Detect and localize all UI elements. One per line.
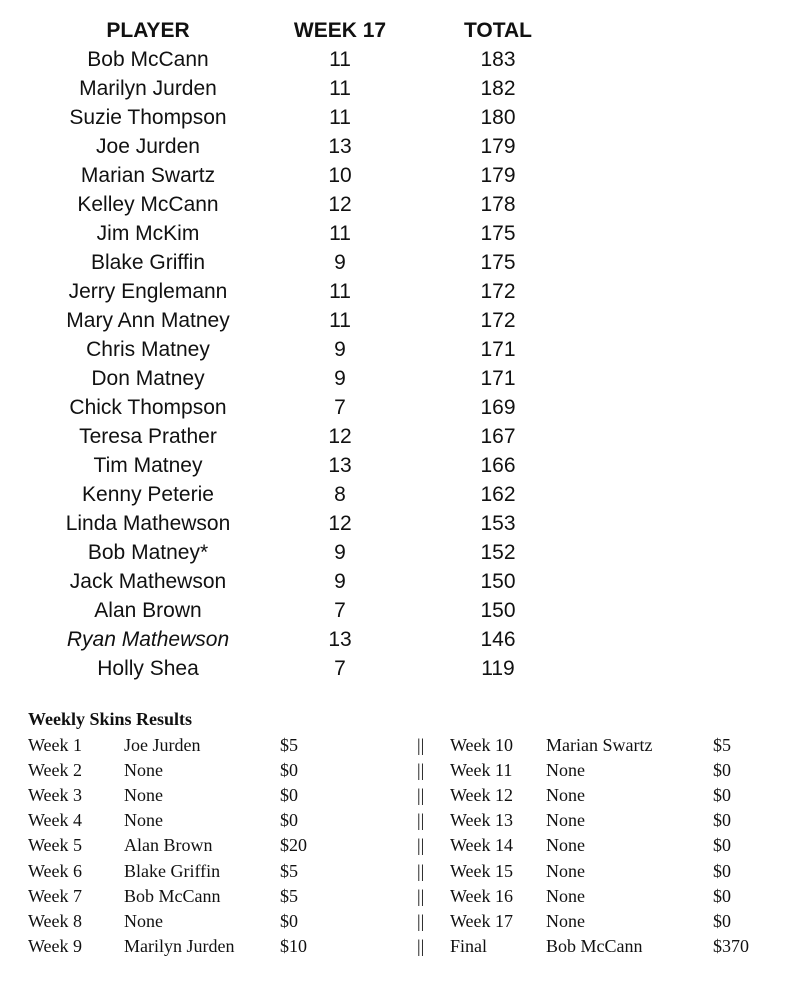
skins-week-cell: Week 10 [450, 735, 514, 755]
skins-title: Weekly Skins Results [28, 709, 193, 729]
skins-name-cell: None [546, 860, 585, 881]
standings-week-cell: 9 [334, 367, 346, 390]
standings-player-cell: Bob McCann [87, 48, 209, 71]
skins-amount-cell: $0 [713, 810, 731, 831]
standings-week-cell: 11 [329, 48, 351, 71]
skins-name-cell: None [124, 785, 163, 806]
header-player: PLAYER [106, 19, 190, 42]
standings-total-cell: 152 [480, 541, 516, 564]
standings-total-cell: 169 [480, 396, 516, 419]
standings-row [0, 567, 800, 596]
standings-week-cell: 7 [334, 396, 346, 419]
skins-week-cell: Week 12 [450, 785, 514, 806]
standings-player-cell: Kenny Peterie [82, 483, 214, 506]
standings-row [0, 451, 800, 480]
skins-amount-cell: $5 [713, 735, 731, 755]
standings-row [0, 190, 800, 219]
standings-week-cell: 9 [334, 570, 346, 593]
skins-amount-cell: $0 [713, 785, 731, 806]
standings-row [0, 596, 800, 625]
standings-row [0, 161, 800, 190]
standings-body [0, 45, 800, 683]
standings-total-cell: 178 [480, 193, 516, 216]
standings-week-cell: 7 [334, 657, 346, 680]
skins-name-cell: None [124, 810, 163, 831]
standings-week-cell: 13 [328, 135, 352, 158]
skins-week-cell: Week 5 [28, 835, 83, 856]
skins-row [0, 758, 800, 783]
standings-row [0, 306, 800, 335]
standings-row [0, 625, 800, 654]
skins-name-cell: Marilyn Jurden [124, 935, 235, 956]
standings-total-cell: 172 [480, 309, 516, 332]
standings-player-cell: Don Matney [91, 367, 205, 390]
standings-week-cell: 8 [334, 483, 346, 506]
standings-player-cell: Chick Thompson [69, 396, 227, 419]
standings-row [0, 654, 800, 683]
standings-row [0, 132, 800, 161]
standings-week-cell: 10 [328, 164, 352, 187]
skins-row [0, 783, 800, 808]
skins-name-cell: Bob McCann [546, 935, 643, 956]
skins-week-cell: Week 9 [28, 935, 83, 956]
standings-row [0, 335, 800, 364]
standings-row [0, 538, 800, 567]
skins-separator: || [417, 910, 425, 931]
skins-separator: || [417, 835, 425, 856]
standings-row [0, 248, 800, 277]
standings-total-cell: 166 [480, 454, 516, 477]
skins-amount-cell: $5 [280, 735, 298, 755]
standings-row [0, 509, 800, 538]
skins-amount-cell: $370 [713, 935, 749, 956]
standings-player-cell: Kelley McCann [77, 193, 219, 216]
standings-week-cell: 11 [329, 280, 351, 303]
skins-separator: || [417, 760, 425, 781]
standings-total-cell: 180 [480, 106, 516, 129]
skins-week-cell: Week 13 [450, 810, 514, 831]
skins-amount-cell: $0 [280, 760, 298, 781]
standings-player-cell: Jack Mathewson [69, 570, 227, 593]
header-total: TOTAL [463, 19, 533, 42]
skins-separator: || [417, 935, 425, 956]
standings-week-cell: 12 [328, 512, 352, 535]
skins-amount-cell: $0 [713, 760, 731, 781]
skins-amount-cell: $0 [280, 910, 298, 931]
skins-name-cell: None [546, 885, 585, 906]
standings-player-cell: Marian Swartz [80, 164, 216, 187]
standings-week-cell: 12 [328, 425, 352, 448]
standings-player-cell: Chris Matney [86, 338, 210, 361]
skins-amount-cell: $0 [713, 835, 731, 856]
skins-week-cell: Final [450, 935, 488, 956]
skins-week-cell: Week 7 [28, 885, 83, 906]
skins-week-cell: Week 1 [28, 735, 83, 755]
standings-player-cell: Bob Matney* [87, 541, 209, 564]
skins-name-cell: Marian Swartz [546, 735, 653, 755]
skins-amount-cell: $10 [280, 935, 307, 956]
standings-week-cell: 13 [328, 628, 352, 651]
skins-row [0, 859, 800, 884]
standings-table [0, 16, 800, 683]
skins-week-cell: Week 8 [28, 910, 83, 931]
skins-name-cell: Alan Brown [124, 835, 213, 856]
skins-name-cell: None [124, 910, 163, 931]
standings-total-cell: 175 [480, 251, 516, 274]
skins-name-cell: None [546, 835, 585, 856]
skins-week-cell: Week 14 [450, 835, 514, 856]
skins-amount-cell: $0 [713, 885, 731, 906]
standings-total-cell: 150 [480, 570, 516, 593]
skins-week-cell: Week 11 [450, 760, 513, 781]
skins-amount-cell: $0 [713, 910, 731, 931]
skins-row [0, 733, 800, 758]
standings-total-cell: 172 [480, 280, 516, 303]
standings-week-cell: 9 [334, 338, 346, 361]
standings-row [0, 277, 800, 306]
standings-row [0, 74, 800, 103]
standings-player-cell: Jim McKim [96, 222, 200, 245]
skins-row [0, 833, 800, 858]
standings-week-cell: 11 [329, 309, 351, 332]
standings-header-row [0, 16, 800, 45]
standings-total-cell: 175 [480, 222, 516, 245]
skins-amount-cell: $20 [280, 835, 307, 856]
skins-name-cell: None [546, 760, 585, 781]
standings-total-cell: 153 [480, 512, 516, 535]
standings-week-cell: 11 [329, 106, 351, 129]
skins-name-cell: None [124, 760, 163, 781]
skins-amount-cell: $5 [280, 860, 298, 881]
skins-name-cell: Blake Griffin [124, 860, 221, 881]
standings-total-cell: 167 [480, 425, 516, 448]
standings-week-cell: 9 [334, 541, 346, 564]
skins-amount-cell: $0 [713, 860, 731, 881]
skins-row [0, 934, 800, 959]
standings-row [0, 219, 800, 248]
standings-week-cell: 11 [329, 77, 351, 100]
standings-row [0, 45, 800, 74]
standings-total-cell: 179 [480, 164, 516, 187]
standings-player-cell: Linda Mathewson [65, 512, 231, 535]
skins-separator: || [417, 735, 425, 755]
standings-player-cell: Alan Brown [94, 599, 202, 622]
skins-amount-cell: $5 [280, 885, 298, 906]
standings-total-cell: 179 [480, 135, 516, 158]
skins-amount-cell: $0 [280, 785, 298, 806]
skins-row [0, 909, 800, 934]
skins-week-cell: Week 17 [450, 910, 514, 931]
skins-separator: || [417, 860, 425, 881]
standings-row [0, 103, 800, 132]
standings-total-cell: 171 [480, 338, 516, 361]
standings-player-cell: Blake Griffin [91, 251, 205, 274]
standings-row [0, 364, 800, 393]
standings-total-cell: 171 [480, 367, 516, 390]
skins-week-cell: Week 16 [450, 885, 514, 906]
skins-week-cell: Week 2 [28, 760, 83, 781]
standings-row [0, 480, 800, 509]
standings-row [0, 393, 800, 422]
skins-separator: || [417, 810, 425, 831]
standings-total-cell: 146 [480, 628, 516, 651]
standings-row [0, 422, 800, 451]
standings-player-cell: Joe Jurden [96, 135, 200, 158]
skins-week-cell: Week 4 [28, 810, 83, 831]
standings-total-cell: 119 [481, 657, 515, 680]
standings-week-cell: 12 [328, 193, 352, 216]
standings-total-cell: 162 [480, 483, 516, 506]
standings-player-cell: Mary Ann Matney [66, 309, 230, 332]
standings-week-cell: 7 [334, 599, 346, 622]
skins-name-cell: Bob McCann [124, 885, 221, 906]
skins-week-cell: Week 3 [28, 785, 83, 806]
standings-player-cell: Suzie Thompson [69, 106, 227, 129]
skins-name-cell: None [546, 810, 585, 831]
header-week: WEEK 17 [293, 19, 387, 42]
standings-player-cell: Ryan Mathewson [66, 628, 230, 651]
standings-total-cell: 150 [480, 599, 516, 622]
standings-player-cell: Marilyn Jurden [79, 77, 217, 100]
standings-player-cell: Holly Shea [97, 657, 199, 680]
skins-row [0, 884, 800, 909]
skins-week-cell: Week 15 [450, 860, 514, 881]
skins-week-cell: Week 6 [28, 860, 83, 881]
skins-separator: || [417, 785, 425, 806]
skins-row [0, 808, 800, 833]
skins-separator: || [417, 885, 425, 906]
skins-amount-cell: $0 [280, 810, 298, 831]
standings-player-cell: Tim Matney [93, 454, 203, 477]
skins-name-cell: Joe Jurden [124, 735, 201, 755]
standings-total-cell: 182 [480, 77, 516, 100]
standings-total-cell: 183 [480, 48, 516, 71]
standings-week-cell: 13 [328, 454, 352, 477]
skins-name-cell: None [546, 910, 585, 931]
standings-player-cell: Teresa Prather [79, 425, 217, 448]
skins-name-cell: None [546, 785, 585, 806]
standings-week-cell: 11 [329, 222, 351, 245]
standings-week-cell: 9 [334, 251, 346, 274]
standings-player-cell: Jerry Englemann [68, 280, 228, 303]
